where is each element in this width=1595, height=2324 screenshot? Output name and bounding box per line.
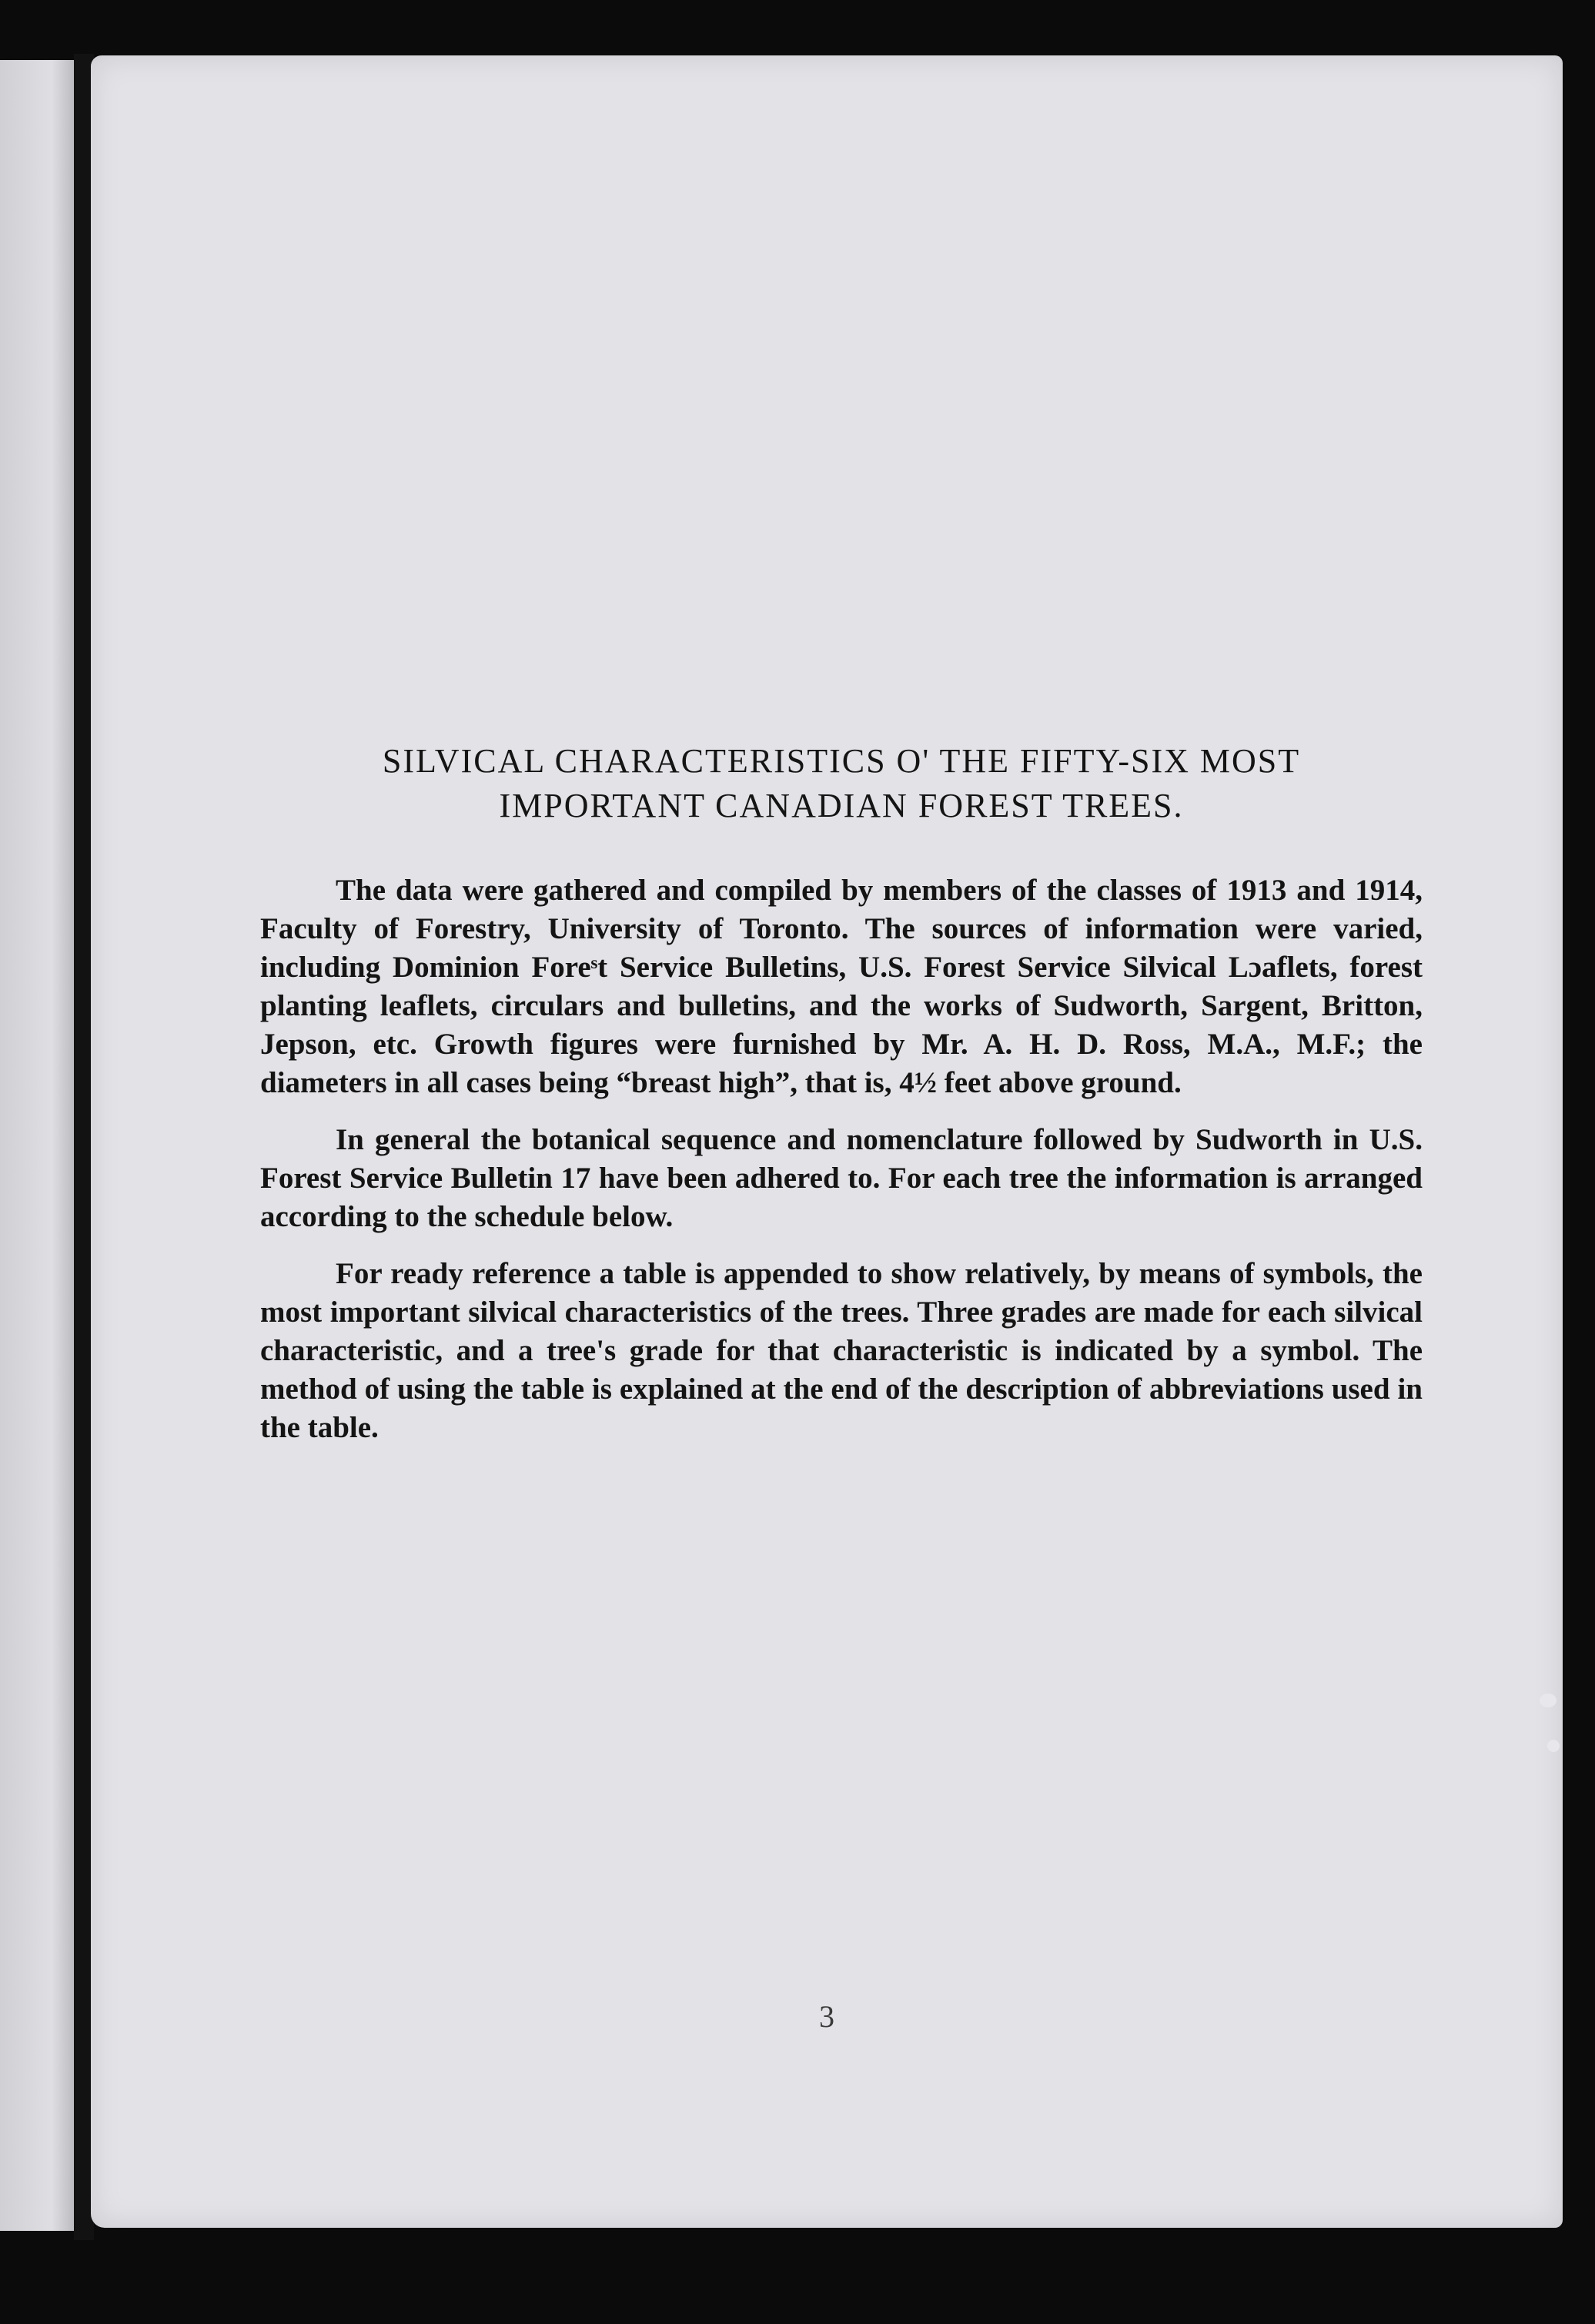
paragraph-sources: The data were gathered and compiled by members of the classes of 1913 and 1914, Faculty of Forestry, University of Toronto. The sources of information were varied, including Dominion Foreˢt Service Bulletins, U.S. Forest Service Silvical Lɔaflets, forest planting leaflets, circulars and bulletins, and the works of Sudworth, Sargent, Britton, Jepson, etc. Growth figures were furnished by Mr. A. H. D. Ross, M.A., M.F.; the diameters in all cases being “breast high”, that is, 4½ feet above ground.	[260, 874, 1423, 1099]
scan-speck	[1547, 1740, 1560, 1752]
document-title	[260, 739, 1423, 828]
page-number: 3	[819, 1999, 834, 2034]
paragraph-nomenclature: In general the botanical sequence and nomenclature followed by Sudworth in U.S. Forest Service Bulletin 17 have been adhered to. For each tree the information is arranged according to the schedule below.	[260, 1123, 1423, 1233]
page-body	[260, 739, 1423, 1466]
document-page	[91, 55, 1563, 2228]
title-line-1: SILVICAL CHARACTERISTICS O' THE FIFTY-SIX MOST	[382, 742, 1301, 780]
scan-speck	[1540, 1694, 1557, 1707]
title-line-2: IMPORTANT CANADIAN FOREST TREES.	[499, 787, 1184, 824]
paragraph-table-reference: For ready reference a table is appended to show relatively, by means of symbols, the most important silvical characteristics of the trees. Three grades are made for each silvical characteristic, and a tree's grade for that characteristic is indicated by a symbol. The method of using the table is explained at the end of the description of abbreviations used in the table.	[260, 1257, 1423, 1444]
